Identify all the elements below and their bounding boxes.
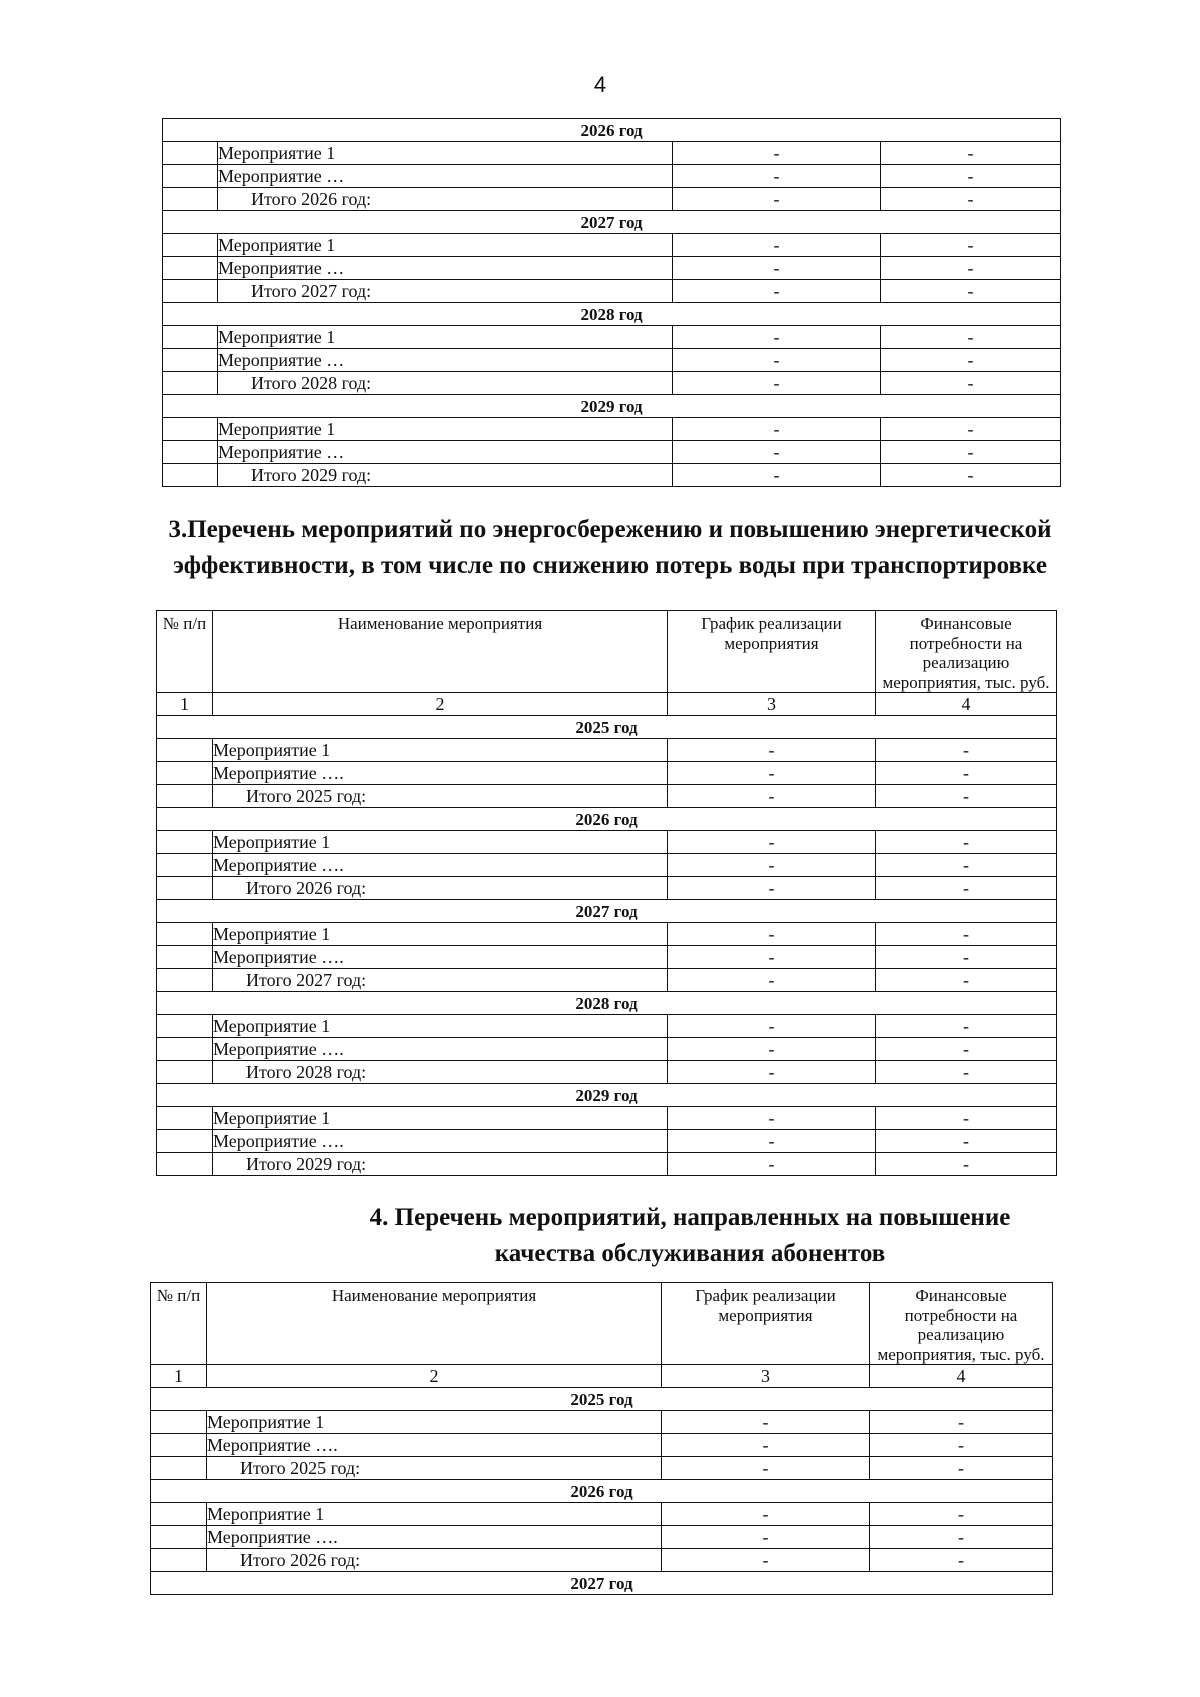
table-section3	[156, 610, 1057, 1176]
measure-name: Мероприятие ….	[213, 1038, 668, 1061]
schedule-cell: -	[668, 1107, 876, 1130]
total-label: Итого 2027 год:	[218, 280, 673, 303]
row-number-cell	[157, 1038, 213, 1061]
row-number-cell	[157, 1153, 213, 1176]
measure-name: Мероприятие …	[218, 165, 673, 188]
measure-name: Мероприятие …	[218, 349, 673, 372]
schedule-cell: -	[668, 1153, 876, 1176]
finance-cell: -	[881, 142, 1061, 165]
total-label: Итого 2026 год:	[218, 188, 673, 211]
schedule-cell: -	[673, 418, 881, 441]
schedule-cell: -	[673, 464, 881, 487]
section4-title: 4. Перечень мероприятий, направленных на повышение качества обслуживания абонентов	[369, 1204, 1011, 1267]
measure-name: Мероприятие …	[218, 257, 673, 280]
year-heading: 2027 год	[157, 900, 1057, 923]
row-number-cell	[157, 854, 213, 877]
row-number-cell	[163, 418, 218, 441]
table-row	[157, 854, 1057, 877]
finance-cell: -	[876, 1038, 1057, 1061]
table-row	[157, 1061, 1057, 1084]
row-number-cell	[163, 372, 218, 395]
finance-cell: -	[876, 946, 1057, 969]
year-row	[163, 119, 1061, 142]
total-label: Итого 2025 год:	[207, 1457, 662, 1480]
finance-cell: -	[881, 441, 1061, 464]
finance-cell: -	[876, 762, 1057, 785]
col-number: 4	[876, 693, 1057, 716]
schedule-cell: -	[662, 1503, 870, 1526]
finance-cell: -	[876, 969, 1057, 992]
measure-name: Мероприятие 1	[213, 1107, 668, 1130]
table-row	[157, 739, 1057, 762]
row-number-cell	[157, 785, 213, 808]
row-number-cell	[151, 1503, 207, 1526]
section3-title: 3.Перечень мероприятий по энергосбережению и повышению энергетической эффективности, в том числе по снижению потерь воды при транспортировке	[168, 516, 1052, 579]
schedule-cell: -	[673, 280, 881, 303]
year-heading: 2025 год	[151, 1388, 1053, 1411]
finance-cell: -	[876, 739, 1057, 762]
header-schedule: График реализации мероприятия	[668, 611, 876, 693]
row-number-cell	[163, 257, 218, 280]
finance-cell: -	[876, 877, 1057, 900]
table-row	[163, 441, 1061, 464]
schedule-cell: -	[668, 739, 876, 762]
schedule-cell: -	[668, 923, 876, 946]
schedule-cell: -	[673, 349, 881, 372]
finance-cell: -	[876, 1061, 1057, 1084]
table-row	[163, 418, 1061, 441]
table-row	[151, 1503, 1053, 1526]
table-row	[163, 326, 1061, 349]
schedule-cell: -	[662, 1526, 870, 1549]
schedule-cell: -	[668, 946, 876, 969]
col-number: 2	[207, 1365, 662, 1388]
table-section2-continued	[162, 118, 1061, 487]
col-number: 4	[870, 1365, 1053, 1388]
year-heading: 2028 год	[163, 303, 1061, 326]
finance-cell: -	[881, 464, 1061, 487]
finance-cell: -	[876, 785, 1057, 808]
year-heading: 2026 год	[151, 1480, 1053, 1503]
table-row	[151, 1411, 1053, 1434]
total-label: Итого 2026 год:	[213, 877, 668, 900]
year-row	[157, 808, 1057, 831]
finance-cell: -	[876, 1107, 1057, 1130]
measure-name: Мероприятие 1	[213, 739, 668, 762]
row-number-cell	[157, 762, 213, 785]
year-row	[163, 211, 1061, 234]
finance-cell: -	[881, 349, 1061, 372]
page-number: 4	[593, 72, 607, 97]
year-row	[163, 395, 1061, 418]
finance-cell: -	[870, 1457, 1053, 1480]
measure-name: Мероприятие 1	[218, 326, 673, 349]
table-row	[157, 877, 1057, 900]
table-row	[163, 165, 1061, 188]
measure-name: Мероприятие 1	[213, 831, 668, 854]
finance-cell: -	[881, 418, 1061, 441]
table-body	[157, 716, 1057, 1176]
col-number: 1	[157, 693, 213, 716]
finance-cell: -	[881, 188, 1061, 211]
table-row	[163, 257, 1061, 280]
schedule-cell: -	[673, 142, 881, 165]
total-label: Итого 2029 год:	[213, 1153, 668, 1176]
measure-name: Мероприятие 1	[207, 1503, 662, 1526]
table-row	[157, 762, 1057, 785]
year-row	[163, 303, 1061, 326]
row-number-cell	[157, 877, 213, 900]
table-row	[157, 923, 1057, 946]
header-name: Наименование мероприятия	[213, 611, 668, 693]
finance-cell: -	[870, 1434, 1053, 1457]
table-row	[157, 1107, 1057, 1130]
schedule-cell: -	[668, 854, 876, 877]
header-schedule: График реализации мероприятия	[662, 1283, 870, 1365]
row-number-cell	[157, 831, 213, 854]
total-label: Итого 2028 год:	[218, 372, 673, 395]
schedule-cell: -	[673, 257, 881, 280]
finance-cell: -	[876, 831, 1057, 854]
finance-cell: -	[876, 1130, 1057, 1153]
header-num: № п/п	[151, 1283, 207, 1365]
finance-cell: -	[881, 280, 1061, 303]
schedule-cell: -	[668, 762, 876, 785]
schedule-cell: -	[668, 1015, 876, 1038]
header-name: Наименование мероприятия	[207, 1283, 662, 1365]
table-body	[151, 1388, 1053, 1595]
finance-cell: -	[876, 854, 1057, 877]
schedule-cell: -	[662, 1411, 870, 1434]
row-number-cell	[163, 165, 218, 188]
schedule-cell: -	[662, 1549, 870, 1572]
year-row	[157, 992, 1057, 1015]
year-heading: 2025 год	[157, 716, 1057, 739]
table-row	[163, 142, 1061, 165]
row-number-cell	[151, 1526, 207, 1549]
schedule-cell: -	[673, 165, 881, 188]
row-number-cell	[157, 946, 213, 969]
finance-cell: -	[881, 165, 1061, 188]
row-number-cell	[163, 441, 218, 464]
row-number-cell	[157, 1107, 213, 1130]
table-row	[151, 1434, 1053, 1457]
year-row	[151, 1388, 1053, 1411]
table-row	[157, 1038, 1057, 1061]
total-label: Итого 2027 год:	[213, 969, 668, 992]
measure-name: Мероприятие …	[218, 441, 673, 464]
year-row	[151, 1480, 1053, 1503]
table-row	[157, 946, 1057, 969]
row-number-cell	[151, 1549, 207, 1572]
finance-cell: -	[870, 1503, 1053, 1526]
row-number-cell	[157, 1061, 213, 1084]
row-number-cell	[151, 1457, 207, 1480]
measure-name: Мероприятие 1	[213, 1015, 668, 1038]
table-row	[163, 234, 1061, 257]
table-row	[157, 969, 1057, 992]
year-row	[151, 1572, 1053, 1595]
schedule-cell: -	[668, 1038, 876, 1061]
year-row	[157, 1084, 1057, 1107]
year-heading: 2028 год	[157, 992, 1057, 1015]
year-heading: 2029 год	[163, 395, 1061, 418]
col-number: 3	[668, 693, 876, 716]
schedule-cell: -	[668, 877, 876, 900]
finance-cell: -	[881, 326, 1061, 349]
table-row	[157, 831, 1057, 854]
measure-name: Мероприятие 1	[218, 142, 673, 165]
table-row	[151, 1549, 1053, 1572]
table-row	[157, 785, 1057, 808]
row-number-cell	[151, 1434, 207, 1457]
finance-cell: -	[876, 923, 1057, 946]
table-row	[157, 1130, 1057, 1153]
finance-cell: -	[876, 1153, 1057, 1176]
schedule-cell: -	[673, 188, 881, 211]
row-number-cell	[157, 739, 213, 762]
year-heading: 2026 год	[163, 119, 1061, 142]
measure-name: Мероприятие ….	[213, 946, 668, 969]
year-heading: 2029 год	[157, 1084, 1057, 1107]
row-number-cell	[157, 1015, 213, 1038]
year-heading: 2027 год	[151, 1572, 1053, 1595]
table-section4	[150, 1282, 1053, 1595]
measure-name: Мероприятие ….	[213, 854, 668, 877]
finance-cell: -	[881, 372, 1061, 395]
finance-cell: -	[870, 1549, 1053, 1572]
row-number-cell	[157, 923, 213, 946]
total-label: Итого 2025 год:	[213, 785, 668, 808]
row-number-cell	[151, 1411, 207, 1434]
row-number-cell	[163, 142, 218, 165]
finance-cell: -	[870, 1526, 1053, 1549]
table-row	[163, 464, 1061, 487]
finance-cell: -	[881, 234, 1061, 257]
total-label: Итого 2029 год:	[218, 464, 673, 487]
measure-name: Мероприятие 1	[207, 1411, 662, 1434]
row-number-cell	[163, 326, 218, 349]
schedule-cell: -	[668, 785, 876, 808]
table-row	[163, 349, 1061, 372]
table-row	[157, 1153, 1057, 1176]
year-heading: 2026 год	[157, 808, 1057, 831]
measure-name: Мероприятие 1	[218, 418, 673, 441]
row-number-cell	[157, 1130, 213, 1153]
year-row	[157, 900, 1057, 923]
table-row	[163, 188, 1061, 211]
finance-cell: -	[870, 1411, 1053, 1434]
measure-name: Мероприятие ….	[213, 762, 668, 785]
schedule-cell: -	[673, 326, 881, 349]
total-label: Итого 2028 год:	[213, 1061, 668, 1084]
col-number: 2	[213, 693, 668, 716]
table-row	[163, 372, 1061, 395]
total-label: Итого 2026 год:	[207, 1549, 662, 1572]
schedule-cell: -	[673, 234, 881, 257]
measure-name: Мероприятие ….	[207, 1526, 662, 1549]
finance-cell: -	[876, 1015, 1057, 1038]
row-number-cell	[157, 969, 213, 992]
col-number: 3	[662, 1365, 870, 1388]
measure-name: Мероприятие ….	[207, 1434, 662, 1457]
row-number-cell	[163, 188, 218, 211]
row-number-cell	[163, 280, 218, 303]
header-finance: Финансовые потребности на реализацию мероприятия, тыс. руб.	[876, 611, 1057, 693]
table-row	[151, 1457, 1053, 1480]
table-body	[163, 119, 1061, 487]
year-heading: 2027 год	[163, 211, 1061, 234]
col-number: 1	[151, 1365, 207, 1388]
schedule-cell: -	[668, 969, 876, 992]
schedule-cell: -	[668, 1130, 876, 1153]
schedule-cell: -	[662, 1457, 870, 1480]
schedule-cell: -	[668, 1061, 876, 1084]
schedule-cell: -	[673, 372, 881, 395]
schedule-cell: -	[673, 441, 881, 464]
table-row	[157, 1015, 1057, 1038]
table-row	[151, 1526, 1053, 1549]
header-num: № п/п	[157, 611, 213, 693]
table-row	[163, 280, 1061, 303]
row-number-cell	[163, 349, 218, 372]
measure-name: Мероприятие 1	[213, 923, 668, 946]
row-number-cell	[163, 464, 218, 487]
schedule-cell: -	[668, 831, 876, 854]
header-finance: Финансовые потребности на реализацию мероприятия, тыс. руб.	[870, 1283, 1053, 1365]
finance-cell: -	[881, 257, 1061, 280]
year-row	[157, 716, 1057, 739]
schedule-cell: -	[662, 1434, 870, 1457]
measure-name: Мероприятие ….	[213, 1130, 668, 1153]
measure-name: Мероприятие 1	[218, 234, 673, 257]
row-number-cell	[163, 234, 218, 257]
